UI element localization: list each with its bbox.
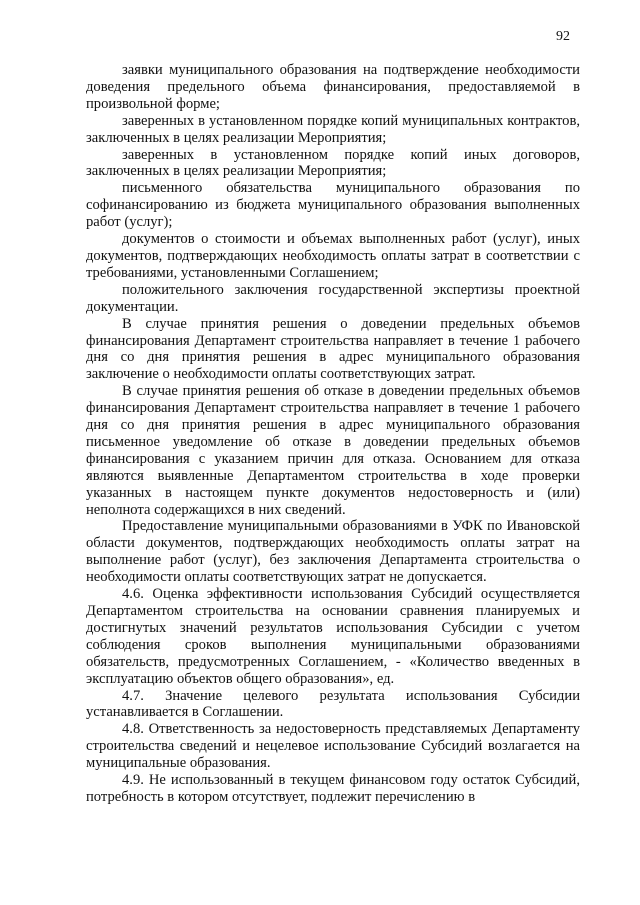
clause-4-9: 4.9. Не использованный в текущем финансовом году остаток Субсидий, потребность в котором отсутствует, подлежит перечислению в	[86, 772, 580, 805]
list-item-other-contracts: заверенных в установленном порядке копий иных договоров, заключенных в целях реализации Мероприятия;	[86, 146, 580, 180]
paragraph-refusal-case: В случае принятия решения об отказе в доведении предельных объемов финансирования Департамент строительства направляет в течение 1 рабочего дня со дня принятия решения в адрес муниципального образования письменное уведомление об отказе в доведении предельных объемов финансирования с указанием причин для отказа. Основанием для отказа являются выявленные Департаментом строительства в ходе проверки указанных в настоящем пункте документов недостоверность и (или) неполнота содержащихся в них сведений.	[86, 383, 580, 518]
list-item-cost-documents: документов о стоимости и объемах выполненных работ (услуг), иных документов, подтверждающих необходимость оплаты затрат в соответствии с требованиями, установленными Соглашением;	[86, 231, 580, 281]
paragraph-approval-case: В случае принятия решения о доведении предельных объемов финансирования Департамент строительства направляет в течение 1 рабочего дня со дня принятия решения в адрес муниципального образования заключение о необходимости оплаты соответствующих затрат.	[86, 315, 580, 383]
list-item-application: заявки муниципального образования на подтверждение необходимости доведения предельного объема финансирования, предоставляемой в произвольной форме;	[86, 62, 580, 112]
list-item-cofinancing-obligation: письменного обязательства муниципального образования по софинансированию из бюджета муниципального образования выполненных работ (услуг);	[86, 180, 580, 231]
list-item-municipal-contracts: заверенных в установленном порядке копий муниципальных контрактов, заключенных в целях реализации Мероприятия;	[86, 112, 580, 146]
paragraph-ufk-submission: Предоставление муниципальными образованиями в УФК по Ивановской области документов, подтверждающих необходимость оплаты затрат на выполнение работ (услуг), без заключения Департамента строительства о необходимости оплаты соответствующих затрат не допускается.	[86, 518, 580, 586]
page-number: 92	[556, 29, 570, 44]
list-item-expertise-conclusion: положительного заключения государственной экспертизы проектной документации.	[86, 281, 580, 315]
clause-4-6: 4.6. Оценка эффективности использования Субсидий осуществляется Департаментом строительства на основании сравнения планируемых и достигнутых значений результатов использования Субсидии с учетом соблюдения сроков выполнения муниципальными образованиями обязательств, предусмотренных Соглашением, - «Количество введенных в эксплуатацию объектов общего образования», ед.	[86, 586, 580, 687]
clause-4-7: 4.7. Значение целевого результата использования Субсидии устанавливается в Соглашении.	[86, 687, 580, 721]
clause-4-8: 4.8. Ответственность за недостоверность представляемых Департаменту строительства сведений и нецелевое использование Субсидий возлагается на муниципальные образования.	[86, 721, 580, 772]
document-body	[86, 62, 580, 806]
